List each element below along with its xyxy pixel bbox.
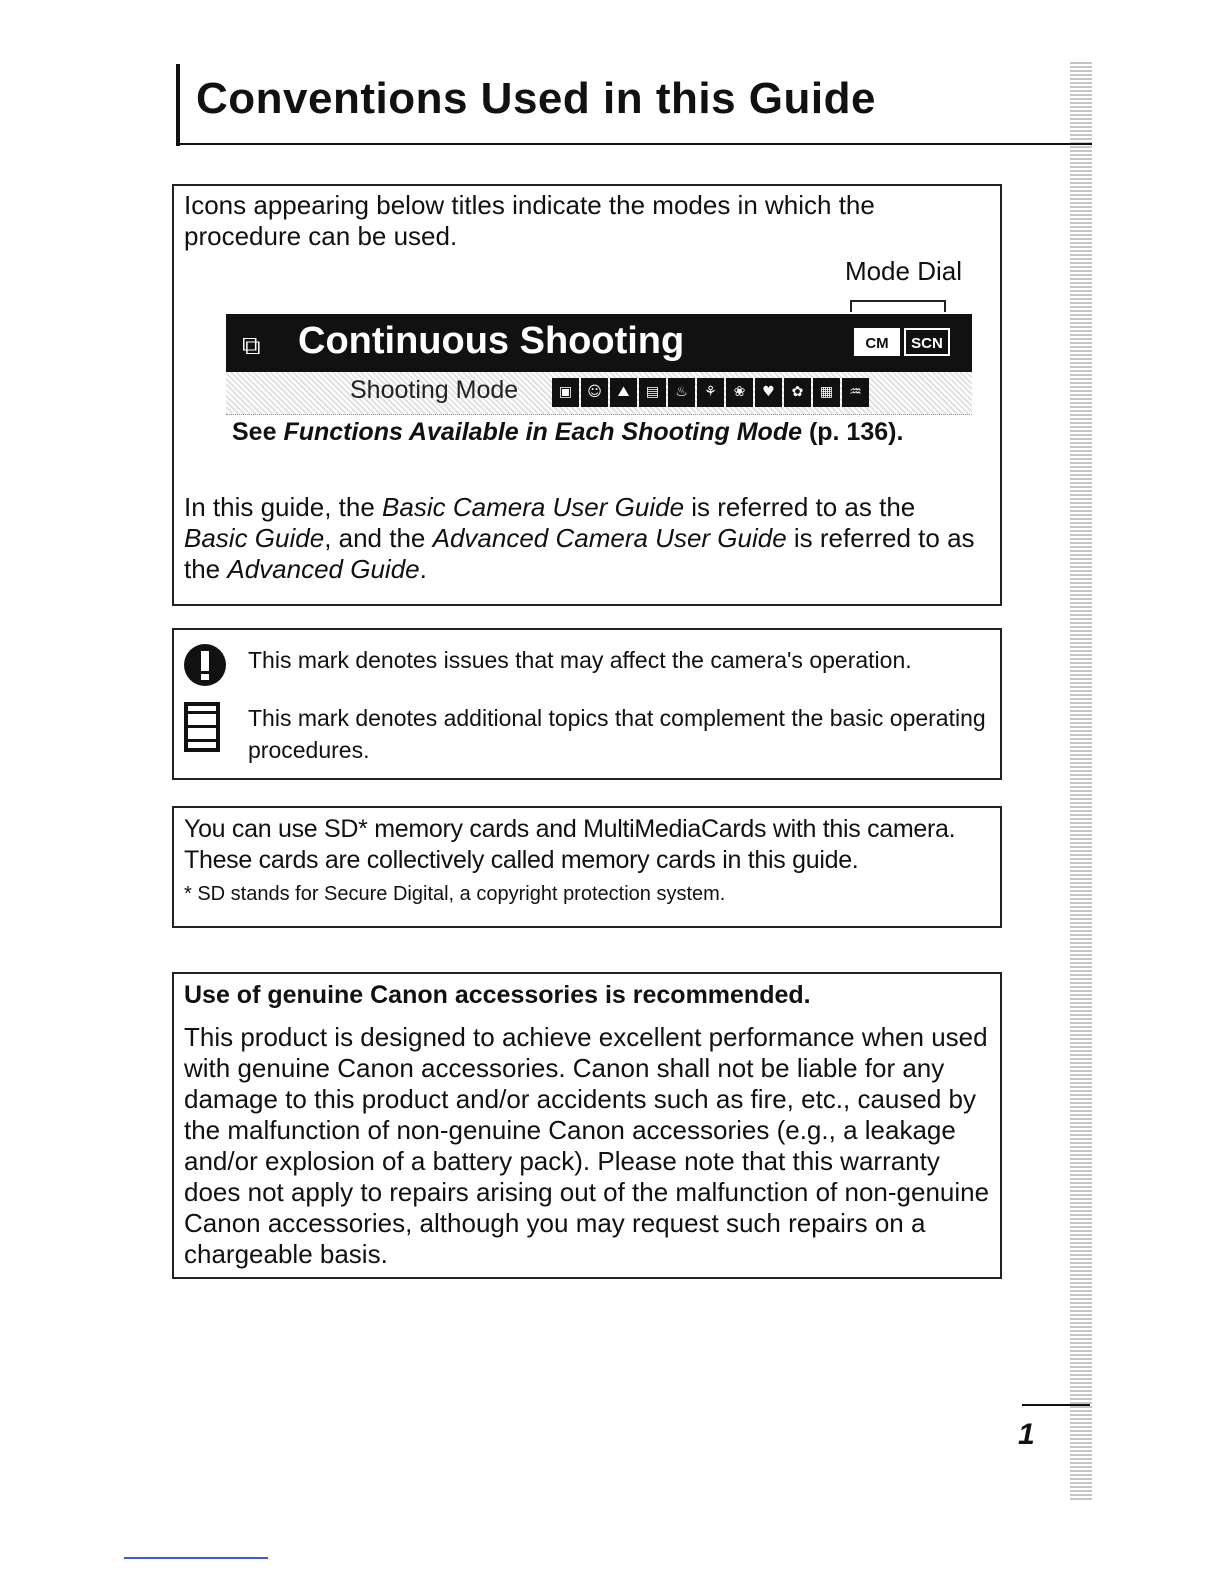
title-accent-bar [176,64,180,146]
mode-icon: ⚘ [697,378,724,407]
page-title: Conventions Used in this Guide [196,74,876,123]
see-reference [232,418,903,447]
mode-icon: ✿ [784,378,811,407]
mode-icon: ☺ [581,378,608,407]
shooting-mode-row [226,372,972,415]
page-number-rule [1022,1404,1090,1406]
page-edge-shading [1070,60,1092,1500]
memory-cards-text: You can use SD* memory cards and MultiMediaCards with this camera. These cards are collectively called memory cards in this guide. [184,815,956,874]
note-italic: Basic Guide [184,523,325,553]
mode-icons-explanation-box [172,184,1002,606]
note-italic: Advanced Camera User Guide [432,523,787,553]
mode-icon: ⛰ [610,378,637,407]
mode-dial-label: Mode Dial [844,256,962,286]
mode-icon: ▣ [552,378,579,407]
accessories-body: This product is designed to achieve excellent performance when used with genuine Canon accessories. Canon shall not be liable for any damage to this product and/or accidents such as fire, etc., caused by the malfunction of non-genuine Canon accessories (e.g., a leakage and/or explosion of a battery pack). Please note that this warranty does not apply to repairs arising out of the malfunction of non-genuine Canon accessories, although you may request such repairs on a chargeable basis. [184,1022,990,1269]
title-underline [176,143,1092,145]
intro-text: Icons appearing below titles indicate the modes in which the procedure can be used. [184,190,875,251]
shooting-mode-icons [552,378,869,407]
memo-icon [184,702,220,752]
see-prefix: See [232,418,284,446]
note-italic: Advanced Guide [227,554,420,584]
accessories-heading: Use of genuine Canon accessories is recommended. [184,981,811,1009]
mode-icon: ▤ [639,378,666,407]
continuous-shooting-icon: ⧉ [242,330,261,360]
sample-title: Continuous Shooting [298,320,685,362]
sample-title-bar [226,314,972,372]
mode-icon: ❀ [726,378,753,407]
note-text: . [419,554,427,584]
accessories-box [172,972,1002,1279]
shooting-mode-label: Shooting Mode [350,376,519,404]
note-text: In this guide, the [184,492,383,522]
mode-icon: ▦ [813,378,840,407]
page-number: 1 [1018,1418,1035,1451]
sd-footnote: * SD stands for Secure Digital, a copyright protection system. [184,883,726,905]
caution-icon [184,644,226,686]
see-reference-title: Functions Available in Each Shooting Mode [283,418,802,446]
memo-text: This mark denotes additional topics that complement the basic operating procedures. [248,705,986,763]
bottom-scan-line [124,1557,268,1559]
note-text: , and the [324,523,433,553]
see-page: (p. 136). [802,418,904,446]
marks-explanation-box [172,628,1002,780]
note-text: is referred to as the [684,492,916,522]
memory-cards-box [172,806,1002,928]
mode-icon: ♥ [755,378,782,407]
note-italic: Basic Camera User Guide [382,492,685,522]
mode-icon: ♨ [668,378,695,407]
mode-icon: ♒ [842,378,869,407]
camera-mode-icon: CM [854,328,900,356]
scene-mode-icon: SCN [904,328,950,356]
mode-dial-bracket [850,300,946,312]
guide-naming-note [184,492,984,585]
note-text: is referred to as the [184,523,975,584]
caution-text: This mark denotes issues that may affect the camera's operation. [248,647,912,673]
